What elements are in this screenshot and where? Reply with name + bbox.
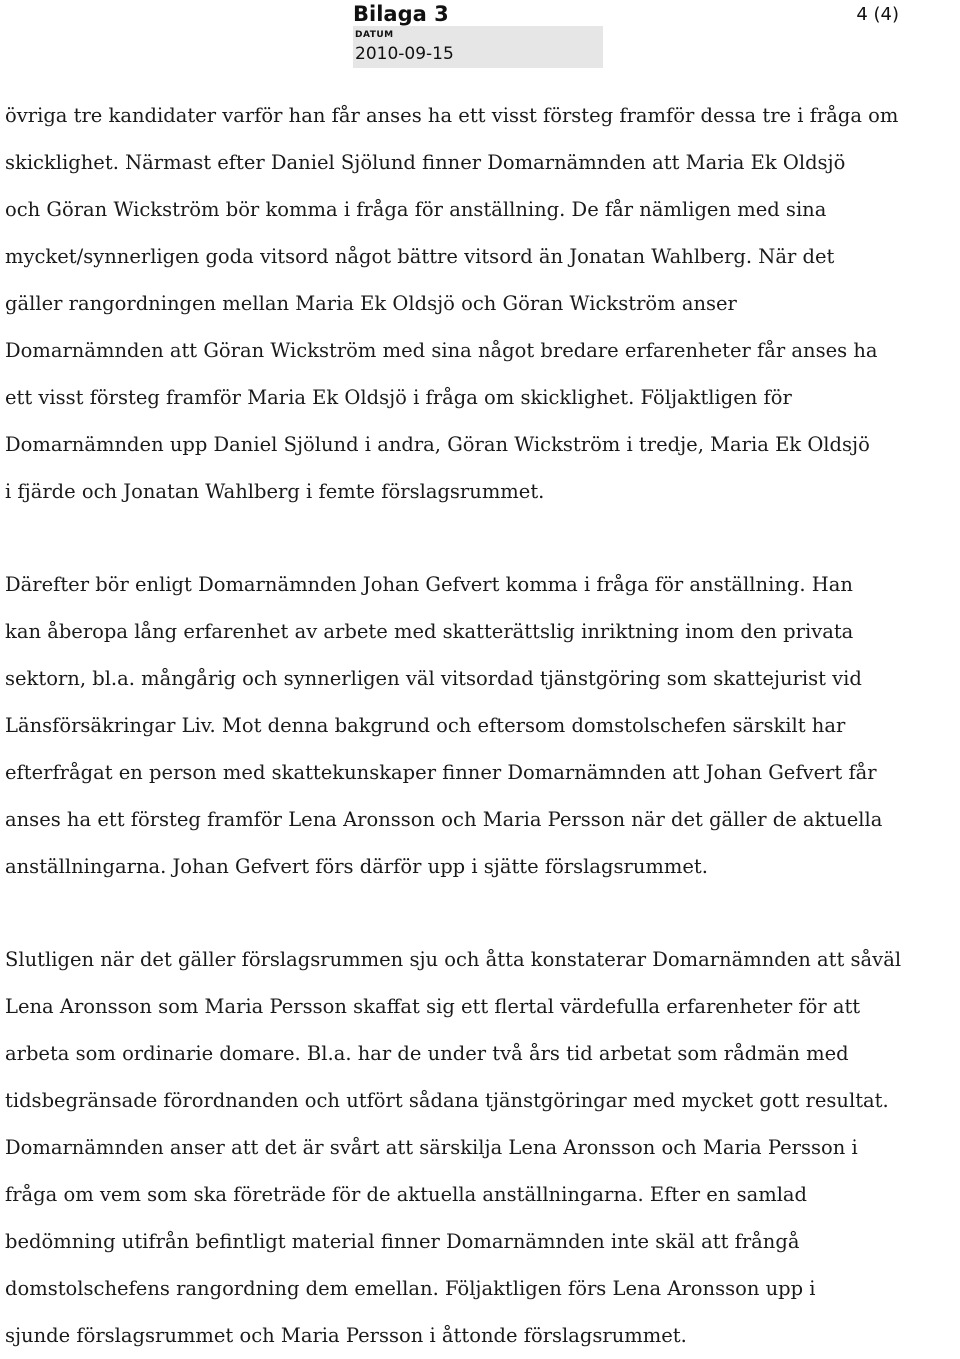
paragraph-line: skicklighet. Närmast efter Daniel Sjölund finner Domarnämnden att Maria Ek Oldsjö [5,151,846,174]
paragraph-line: och Göran Wickström bör komma i fråga för anställning. De får nämligen med sina [5,198,827,221]
paragraph-line: efterfrågat en person med skattekunskaper finner Domarnämnden att Johan Gefvert får [5,761,877,784]
paragraph-line: sektorn, bl.a. mångårig och synnerligen väl vitsordad tjänstgöring som skattejurist vid [5,667,862,690]
paragraph-line: Domarnämnden upp Daniel Sjölund i andra, Göran Wickström i tredje, Maria Ek Oldsjö [5,433,870,456]
paragraph-line: anställningarna. Johan Gefvert förs därför upp i sjätte förslagsrummet. [5,855,708,878]
paragraph-line: Domarnämnden att Göran Wickström med sina något bredare erfarenheter får anses ha [5,339,878,362]
paragraph-line: arbeta som ordinarie domare. Bl.a. har de under två års tid arbetat som rådmän med [5,1042,849,1065]
paragraph-line: ett visst försteg framför Maria Ek Oldsjö i fråga om skicklighet. Följaktligen för [5,386,792,409]
paragraph-line: Länsförsäkringar Liv. Mot denna bakgrund och eftersom domstolschefen särskilt har [5,714,846,737]
paragraph-2 [5,561,958,890]
paragraph-line: fråga om vem som ska företräde för de aktuella anställningarna. Efter en samlad [5,1183,808,1206]
paragraph-line: gäller rangordningen mellan Maria Ek Oldsjö och Göran Wickström anser [5,292,737,315]
paragraph-line: tidsbegränsade förordnanden och utfört sådana tjänstgöringar med mycket gott resultat. [5,1089,889,1112]
paragraph-line: Domarnämnden anser att det är svårt att särskilja Lena Aronsson och Maria Persson i [5,1136,858,1159]
date-value: 2010-09-15 [355,44,454,64]
paragraph-line: Slutligen när det gäller förslagsrummen sju och åtta konstaterar Domarnämnden att såväl [5,948,902,971]
date-label: DATUM [355,30,394,40]
paragraph-line: bedömning utifrån befintligt material finner Domarnämnden inte skäl att frångå [5,1230,800,1253]
paragraph-line: mycket/synnerligen goda vitsord något bättre vitsord än Jonatan Wahlberg. När det [5,245,835,268]
paragraph-line: anses ha ett försteg framför Lena Aronsson och Maria Persson när det gäller de aktuella [5,808,883,831]
paragraph-line: övriga tre kandidater varför han får anses ha ett visst försteg framför dessa tre i fråga om [5,104,899,127]
paragraph-1 [5,92,958,515]
paragraph-line: domstolschefens rangordning dem emellan. Följaktligen förs Lena Aronsson upp i [5,1277,816,1300]
paragraph-line: sjunde förslagsrummet och Maria Persson i åttonde förslagsrummet. [5,1324,687,1347]
page-number: 4 (4) [856,4,899,25]
date-box [353,26,603,68]
document-title: Bilaga 3 [353,2,449,26]
paragraph-3 [5,936,958,1359]
paragraph-line: Lena Aronsson som Maria Persson skaffat sig ett flertal värdefulla erfarenheter för att [5,995,861,1018]
paragraph-line: kan åberopa lång erfarenhet av arbete med skatterättslig inriktning inom den privata [5,620,854,643]
paragraph-line: i fjärde och Jonatan Wahlberg i femte förslagsrummet. [5,480,545,503]
paragraph-line: Därefter bör enligt Domarnämnden Johan Gefvert komma i fråga för anställning. Han [5,573,853,596]
